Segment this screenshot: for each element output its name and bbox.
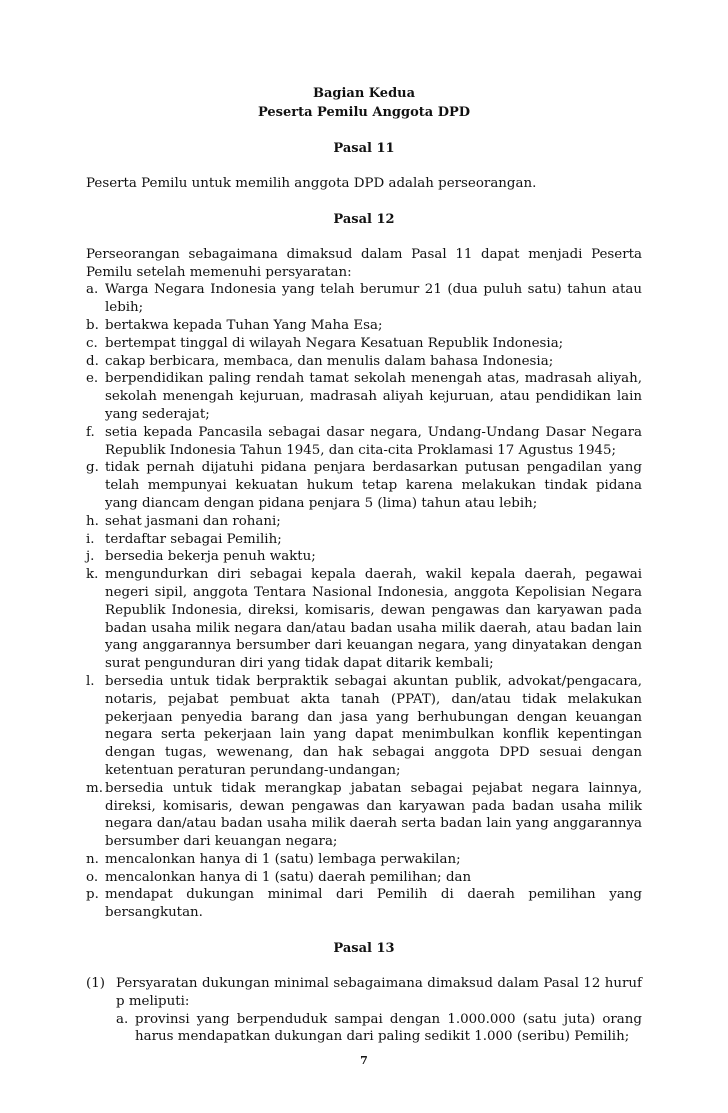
pasal-11-heading: Pasal 11 [333, 141, 395, 156]
list-item-text: bertempat tinggal di wilayah Negara Kesatuan Republik Indonesia; [105, 335, 564, 351]
list-item-text: bertakwa kepada Tuhan Yang Maha Esa; [105, 317, 383, 333]
list-item-marker: m. [86, 780, 103, 796]
clause-sub-item [116, 1011, 642, 1047]
list-item-marker: d. [86, 353, 99, 369]
list-item-marker: a. [86, 282, 99, 298]
list-item [86, 424, 642, 460]
list-item-marker: p. [86, 887, 99, 903]
list-item-text: Warga Negara Indonesia yang telah berumur 21 (dua puluh satu) tahun atau lebih; [105, 282, 642, 316]
list-item [86, 353, 642, 371]
list-item [86, 531, 642, 549]
list-item-text: bersedia bekerja penuh waktu; [105, 549, 316, 565]
list-item-marker: h. [86, 513, 99, 529]
list-item-text: mengundurkan diri sebagai kepala daerah, wakil kepala daerah, pegawai negeri sipil, anggota Tentara Nasional Indonesia, anggota Kepolisian Negara Republik Indonesia, direksi, komisaris, dewan pengawas dan karyawan pada badan usaha milik negara dan/atau badan usaha milik daerah, atau badan lain yang anggarannya bersumber dari keuangan negara, yang dinyatakan dengan surat pengunduran diri yang tidak dapat ditarik kembali; [105, 567, 642, 672]
pasal-13-clause-1 [86, 975, 642, 1046]
list-item-marker: e. [86, 371, 99, 387]
list-item-marker: o. [86, 869, 99, 885]
list-item-text: tidak pernah dijatuhi pidana penjara berdasarkan putusan pengadilan yang telah mempunyai kekuatan hukum tetap karena melakukan tindak pidana yang diancam dengan pidana penjara 5 (lima) tahun atau lebih; [105, 460, 642, 511]
pasal-13-heading: Pasal 13 [333, 941, 395, 957]
list-item-marker: k. [86, 567, 99, 583]
list-item-text: mendapat dukungan minimal dari Pemilih di daerah pemilihan yang bersangkutan. [105, 887, 642, 921]
sub-item-marker: a. [116, 1011, 129, 1027]
list-item-text: terdaftar sebagai Pemilih; [105, 531, 282, 547]
list-item-marker: c. [86, 335, 98, 351]
list-item-text: berpendidikan paling rendah tamat sekolah menengah atas, madrasah aliyah, sekolah menengah kejuruan, madrasah aliyah kejuruan, atau pendidikan lain yang sederajat; [105, 371, 642, 422]
list-item [86, 780, 642, 851]
list-item [86, 869, 642, 887]
list-item [86, 513, 642, 531]
list-item [86, 851, 642, 869]
list-item-marker: l. [86, 673, 95, 689]
list-item [86, 281, 642, 317]
page-number: 7 [360, 1054, 368, 1067]
list-item [86, 370, 642, 423]
list-item [86, 335, 642, 353]
list-item [86, 886, 642, 922]
list-item-text: sehat jasmani dan rohani; [105, 513, 281, 529]
list-item-marker: i. [86, 531, 95, 547]
sub-item-text: provinsi yang berpenduduk sampai dengan 1.000.000 (satu juta) orang harus mendapatkan dukungan dari paling sedikit 1.000 (seribu) Pemilih; [135, 1011, 642, 1045]
list-item-text: setia kepada Pancasila sebagai dasar negara, Undang-Undang Dasar Negara Republik Indonesia Tahun 1945, dan cita-cita Proklamasi 17 Agustus 1945; [105, 424, 642, 458]
clause-marker: (1) [86, 976, 105, 992]
section-subtitle: Peserta Pemilu Anggota DPD [257, 105, 471, 120]
pasal-12-intro: Perseorangan sebagaimana dimaksud dalam Pasal 11 dapat menjadi Peserta Pemilu setelah memenuhi persyaratan: [86, 246, 642, 280]
section-title: Bagian Kedua [312, 86, 416, 101]
list-item-text: bersedia untuk tidak berpraktik sebagai akuntan publik, advokat/pengacara, notaris, pejabat pembuat akta tanah (PPAT), dan/atau tidak melakukan pekerjaan penyedia barang dan jasa yang berhubungan dengan keuangan negara serta pekerjaan lain yang dapat menimbulkan konflik kepentingan dengan tugas, wewenang, dan hak sebagai anggota DPD sesuai dengan ketentuan peraturan perundang-undangan; [105, 673, 642, 778]
list-item [86, 566, 642, 673]
list-item [86, 548, 642, 566]
list-item [86, 317, 642, 335]
list-item-text: mencalonkan hanya di 1 (satu) lembaga perwakilan; [105, 851, 461, 867]
list-item [86, 459, 642, 512]
list-item-text: mencalonkan hanya di 1 (satu) daerah pemilihan; dan [105, 869, 472, 885]
pasal-11-text: Peserta Pemilu untuk memilih anggota DPD adalah perseorangan. [86, 176, 537, 191]
list-item-marker: b. [86, 317, 99, 333]
list-item-marker: g. [86, 460, 99, 476]
list-item-text: bersedia untuk tidak merangkap jabatan sebagai pejabat negara lainnya, direksi, komisaris, dewan pengawas dan karyawan pada badan usaha milik negara dan/atau badan usaha milik daerah serta badan lain yang anggarannya bersumber dari keuangan negara; [105, 780, 642, 850]
list-item [86, 673, 642, 780]
list-item-text: cakap berbicara, membaca, dan menulis dalam bahasa Indonesia; [105, 353, 554, 369]
list-item-marker: f. [86, 424, 95, 440]
clause-text: Persyaratan dukungan minimal sebagaimana dimaksud dalam Pasal 12 huruf p meliputi: [116, 976, 642, 1009]
pasal-12-heading: Pasal 12 [333, 211, 395, 227]
list-item-marker: n. [86, 851, 99, 867]
list-item-marker: j. [86, 549, 95, 565]
pasal-12-requirements-list [86, 281, 642, 922]
